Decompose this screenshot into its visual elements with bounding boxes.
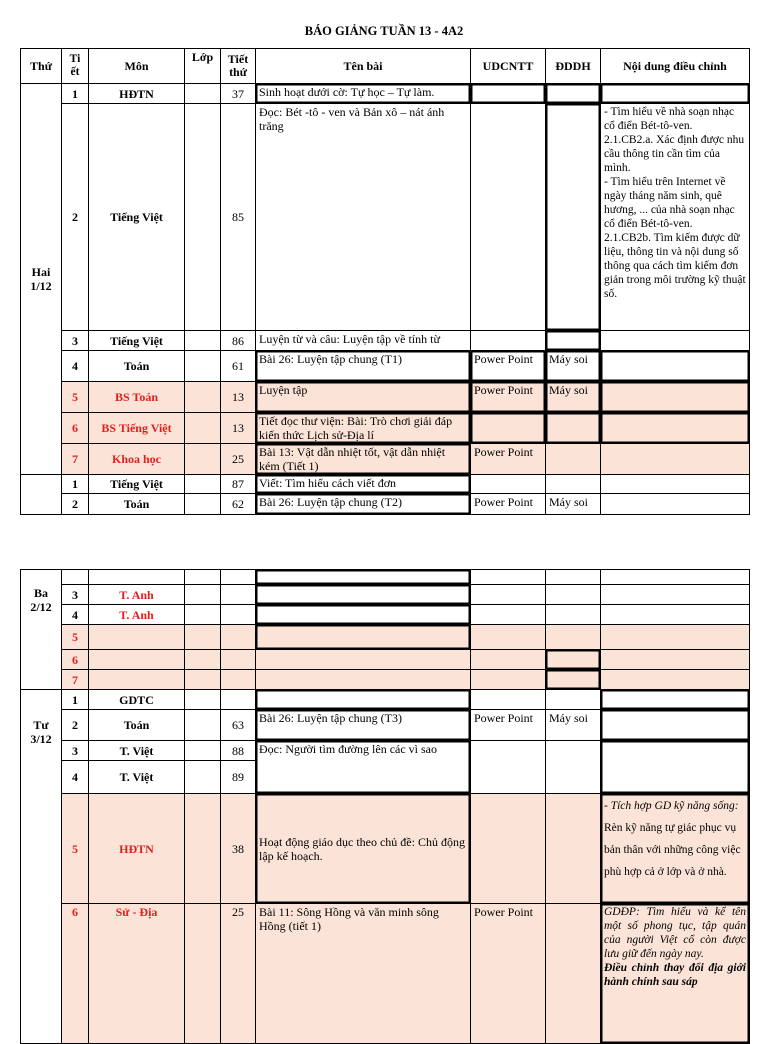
it-tool xyxy=(471,331,546,351)
header-row xyxy=(21,49,750,84)
table-row xyxy=(21,585,750,605)
period-number: 6 xyxy=(62,413,89,444)
adjustment-content xyxy=(601,625,750,650)
class-cell xyxy=(185,413,221,444)
header-tiet: Ti ết xyxy=(62,49,89,84)
adjustment-content xyxy=(601,104,750,331)
lesson-number: 25 xyxy=(221,904,256,1044)
period-number: 5 xyxy=(62,382,89,413)
table-row xyxy=(21,382,750,413)
lesson-title: Sinh hoạt dưới cờ: Tự học – Tự làm. xyxy=(256,84,471,104)
period-number: 6 xyxy=(62,650,89,670)
class-cell xyxy=(185,494,221,515)
it-tool xyxy=(471,625,546,650)
teaching-aid xyxy=(546,904,601,1044)
lesson-number: 87 xyxy=(221,475,256,494)
lesson-title xyxy=(256,690,471,710)
period-number: 2 xyxy=(62,710,89,741)
lesson-title: Luyện tập xyxy=(256,382,471,413)
it-tool: Power Point xyxy=(471,494,546,515)
subject: HĐTN xyxy=(89,794,185,904)
adjustment-content xyxy=(601,570,750,585)
table-row xyxy=(21,650,750,670)
table-row xyxy=(21,444,750,475)
teaching-aid xyxy=(546,741,601,794)
period-number: 2 xyxy=(62,104,89,331)
it-tool xyxy=(471,570,546,585)
it-tool xyxy=(471,794,546,904)
it-tool xyxy=(471,650,546,670)
lesson-title xyxy=(256,585,471,605)
adjustment-content xyxy=(601,382,750,413)
subject xyxy=(89,625,185,650)
it-tool xyxy=(471,585,546,605)
subject: HĐTN xyxy=(89,84,185,104)
lesson-number: 62 xyxy=(221,494,256,515)
period-number: 4 xyxy=(62,351,89,382)
it-tool xyxy=(471,690,546,710)
day-name: Hai xyxy=(31,265,51,279)
subject: T. Anh xyxy=(89,585,185,605)
day-cell-tuesday xyxy=(21,570,62,690)
adjustment-content xyxy=(601,794,750,904)
lesson-title: Hoạt động giáo dục theo chủ đề: Chủ động lập kế hoạch. xyxy=(256,794,471,904)
lesson-number: 37 xyxy=(221,84,256,104)
teaching-aid xyxy=(546,475,601,494)
day-name: Ba xyxy=(33,586,48,600)
header-ten-bai: Tên bài xyxy=(256,49,471,84)
teaching-aid xyxy=(546,670,601,690)
subject: BS Toán xyxy=(89,382,185,413)
class-cell xyxy=(185,761,221,794)
lesson-title: Bài 26: Luyện tập chung (T2) xyxy=(256,494,471,515)
lesson-title xyxy=(256,670,471,690)
adjustment-line: 2.1.CB2b. Tìm kiếm được dữ liệu, thông tin và nội dung số thông qua cách tìm kiếm đơn giản trong môi trường kỹ thuật số. xyxy=(604,232,746,300)
teaching-aid xyxy=(546,585,601,605)
lesson-number: 13 xyxy=(221,382,256,413)
table-row xyxy=(21,104,750,331)
period-number: 1 xyxy=(62,84,89,104)
class-cell xyxy=(185,351,221,382)
day-date: 1/12 xyxy=(30,279,52,293)
adjustment-content xyxy=(601,904,750,1044)
period-number: 5 xyxy=(62,794,89,904)
lesson-number xyxy=(221,625,256,650)
adjustment-content xyxy=(601,585,750,605)
table-row xyxy=(21,413,750,444)
header-mon: Môn xyxy=(89,49,185,84)
adjustment-content xyxy=(601,650,750,670)
day-cell-empty xyxy=(21,475,62,515)
lesson-title: Đọc: Bét -tô - ven và Bản xô – nát ánh trăng xyxy=(256,104,471,331)
adjustment-content xyxy=(601,670,750,690)
adjustment-content xyxy=(601,84,750,104)
adjustment-content xyxy=(601,605,750,625)
period-number: 4 xyxy=(62,761,89,794)
subject: Toán xyxy=(89,494,185,515)
adjustment-content xyxy=(601,710,750,741)
adjustment-line: 2.1.CB2.a. Xác định được nhu cầu thông tin cần tìm của mình. xyxy=(604,134,745,174)
lesson-number: 61 xyxy=(221,351,256,382)
lesson-title: Tiết đọc thư viện: Bài: Trò chơi giải đáp kiến thức Lịch sử-Địa lí xyxy=(256,413,471,444)
lesson-number xyxy=(221,650,256,670)
teaching-aid xyxy=(546,690,601,710)
it-tool: Power Point xyxy=(471,382,546,413)
lesson-number: 85 xyxy=(221,104,256,331)
class-cell xyxy=(185,741,221,761)
subject xyxy=(89,570,185,585)
subject: Toán xyxy=(89,710,185,741)
teaching-aid xyxy=(546,650,601,670)
subject: Toán xyxy=(89,351,185,382)
adjustment-content xyxy=(601,444,750,475)
table-row xyxy=(21,570,750,585)
table-row xyxy=(21,475,750,494)
adjustment-content xyxy=(601,331,750,351)
it-tool xyxy=(471,104,546,331)
table-row xyxy=(21,710,750,741)
it-tool: Power Point xyxy=(471,904,546,1044)
teaching-aid xyxy=(546,605,601,625)
day-name: Tư xyxy=(33,718,49,732)
lesson-title xyxy=(256,625,471,650)
header-tiet-thu: Tiết thứ xyxy=(221,49,256,84)
class-cell xyxy=(185,605,221,625)
subject: Tiếng Việt xyxy=(89,331,185,351)
table-row xyxy=(21,351,750,382)
day-date: 2/12 xyxy=(30,600,52,614)
it-tool xyxy=(471,670,546,690)
table-row xyxy=(21,741,750,761)
it-tool: Power Point xyxy=(471,444,546,475)
adjustment-line: - Tìm hiểu trên Internet về ngày tháng năm sinh, quê hương, ... của nhà soạn nhạc cổ điển Bét-tô-ven. xyxy=(604,176,735,230)
class-cell xyxy=(185,650,221,670)
lesson-title: Đọc: Người tìm đường lên các vì sao xyxy=(256,741,471,794)
lesson-number: 63 xyxy=(221,710,256,741)
day-cell-monday xyxy=(21,84,62,475)
class-cell xyxy=(185,382,221,413)
table-row xyxy=(21,84,750,104)
table-row xyxy=(21,690,750,710)
table-row xyxy=(21,670,750,690)
table-row xyxy=(21,494,750,515)
teaching-aid xyxy=(546,625,601,650)
subject: T. Anh xyxy=(89,605,185,625)
period-number: 1 xyxy=(62,690,89,710)
table-row xyxy=(21,904,750,1044)
lesson-number xyxy=(221,585,256,605)
period-number: 3 xyxy=(62,585,89,605)
teaching-aid xyxy=(546,331,601,351)
day-date: 3/12 xyxy=(30,732,52,746)
lesson-number xyxy=(221,670,256,690)
period-number: 5 xyxy=(62,625,89,650)
period-number: 6 xyxy=(62,904,89,1044)
period-number: 2 xyxy=(62,494,89,515)
lesson-title xyxy=(256,570,471,585)
adjustment-content xyxy=(601,690,750,710)
lesson-title xyxy=(256,605,471,625)
lesson-title: Bài 11: Sông Hồng và văn minh sông Hồng (tiết 1) xyxy=(256,904,471,1044)
class-cell xyxy=(185,585,221,605)
header-dddh: ĐDDH xyxy=(546,49,601,84)
period-number: 4 xyxy=(62,605,89,625)
period-number: 1 xyxy=(62,475,89,494)
subject: T. Việt xyxy=(89,741,185,761)
class-cell xyxy=(185,710,221,741)
it-tool xyxy=(471,413,546,444)
class-cell xyxy=(185,475,221,494)
teaching-aid xyxy=(546,413,601,444)
table-row xyxy=(21,625,750,650)
teaching-aid: Máy soi xyxy=(546,710,601,741)
period-number: 3 xyxy=(62,331,89,351)
class-cell xyxy=(185,794,221,904)
subject: Tiếng Việt xyxy=(89,475,185,494)
subject: Khoa học xyxy=(89,444,185,475)
adjustment-content xyxy=(601,741,750,794)
class-cell xyxy=(185,444,221,475)
subject: Tiếng Việt xyxy=(89,104,185,331)
class-cell xyxy=(185,690,221,710)
subject: GDTC xyxy=(89,690,185,710)
it-tool xyxy=(471,84,546,104)
subject xyxy=(89,670,185,690)
teaching-aid xyxy=(546,570,601,585)
class-cell xyxy=(185,904,221,1044)
teaching-aid: Máy soi xyxy=(546,351,601,382)
lesson-title: Bài 26: Luyện tập chung (T1) xyxy=(256,351,471,382)
it-tool xyxy=(471,741,546,794)
it-tool xyxy=(471,475,546,494)
lesson-number: 38 xyxy=(221,794,256,904)
adjustment-content xyxy=(601,475,750,494)
lesson-number: 89 xyxy=(221,761,256,794)
header-udcntt: UDCNTT xyxy=(471,49,546,84)
adjustment-bold: Điều chỉnh thay đổi địa giới hành chính sau sáp xyxy=(604,962,746,988)
lesson-number xyxy=(221,690,256,710)
adjustment-content xyxy=(601,413,750,444)
lesson-number: 86 xyxy=(221,331,256,351)
adjustment-italic: GDĐP: Tìm hiểu và kể tên một số phong tục, tập quán của người Việt cổ còn được lưu giữ đến ngày nay. xyxy=(604,906,746,960)
lesson-number xyxy=(221,605,256,625)
teaching-aid: Máy soi xyxy=(546,494,601,515)
subject: BS Tiếng Việt xyxy=(89,413,185,444)
it-tool: Power Point xyxy=(471,710,546,741)
lesson-number xyxy=(221,570,256,585)
header-lop: Lớp xyxy=(185,49,221,84)
adjustment-text: Rèn kỹ năng tự giác phục vụ bản thân với những công việc phù hợp cả ở lớp và ở nhà. xyxy=(604,822,741,878)
subject xyxy=(89,650,185,670)
header-noi-dung: Nội dung điều chỉnh xyxy=(601,49,750,84)
teaching-aid xyxy=(546,794,601,904)
teaching-aid xyxy=(546,444,601,475)
class-cell xyxy=(185,625,221,650)
table-row xyxy=(21,605,750,625)
teaching-aid xyxy=(546,84,601,104)
teaching-aid: Máy soi xyxy=(546,382,601,413)
subject: Sử - Địa xyxy=(89,904,185,1044)
adjustment-line: - Tìm hiểu về nhà soạn nhạc cổ điển Bét-tô-ven. xyxy=(604,106,735,132)
table-row xyxy=(21,794,750,904)
period-number: 7 xyxy=(62,444,89,475)
class-cell xyxy=(185,331,221,351)
day-cell-wednesday xyxy=(21,690,62,1044)
table-row xyxy=(21,331,750,351)
period-number xyxy=(62,570,89,585)
lesson-number: 25 xyxy=(221,444,256,475)
schedule-table-week-part1 xyxy=(20,48,750,515)
it-tool: Power Point xyxy=(471,351,546,382)
header-thu: Thứ xyxy=(21,49,62,84)
lesson-title: Bài 13: Vật dẫn nhiệt tốt, vật dẫn nhiệt kém (Tiết 1) xyxy=(256,444,471,475)
lesson-number: 88 xyxy=(221,741,256,761)
adjustment-italic: - Tích hợp GD kỹ năng sống: xyxy=(604,800,739,812)
class-cell xyxy=(185,670,221,690)
period-number: 3 xyxy=(62,741,89,761)
period-number: 7 xyxy=(62,670,89,690)
lesson-title: Bài 26: Luyện tập chung (T3) xyxy=(256,710,471,741)
adjustment-content xyxy=(601,351,750,382)
adjustment-content xyxy=(601,494,750,515)
class-cell xyxy=(185,84,221,104)
class-cell xyxy=(185,104,221,331)
lesson-title: Viết: Tìm hiểu cách viết đơn xyxy=(256,475,471,494)
class-cell xyxy=(185,570,221,585)
lesson-title xyxy=(256,650,471,670)
lesson-number: 13 xyxy=(221,413,256,444)
teaching-aid xyxy=(546,104,601,331)
page-title: BÁO GIẢNG TUẦN 13 - 4A2 xyxy=(304,24,464,38)
schedule-table-week-part2 xyxy=(20,569,750,1044)
lesson-title: Luyện từ và câu: Luyện tập về tính từ xyxy=(256,331,471,351)
it-tool xyxy=(471,605,546,625)
subject: T. Việt xyxy=(89,761,185,794)
